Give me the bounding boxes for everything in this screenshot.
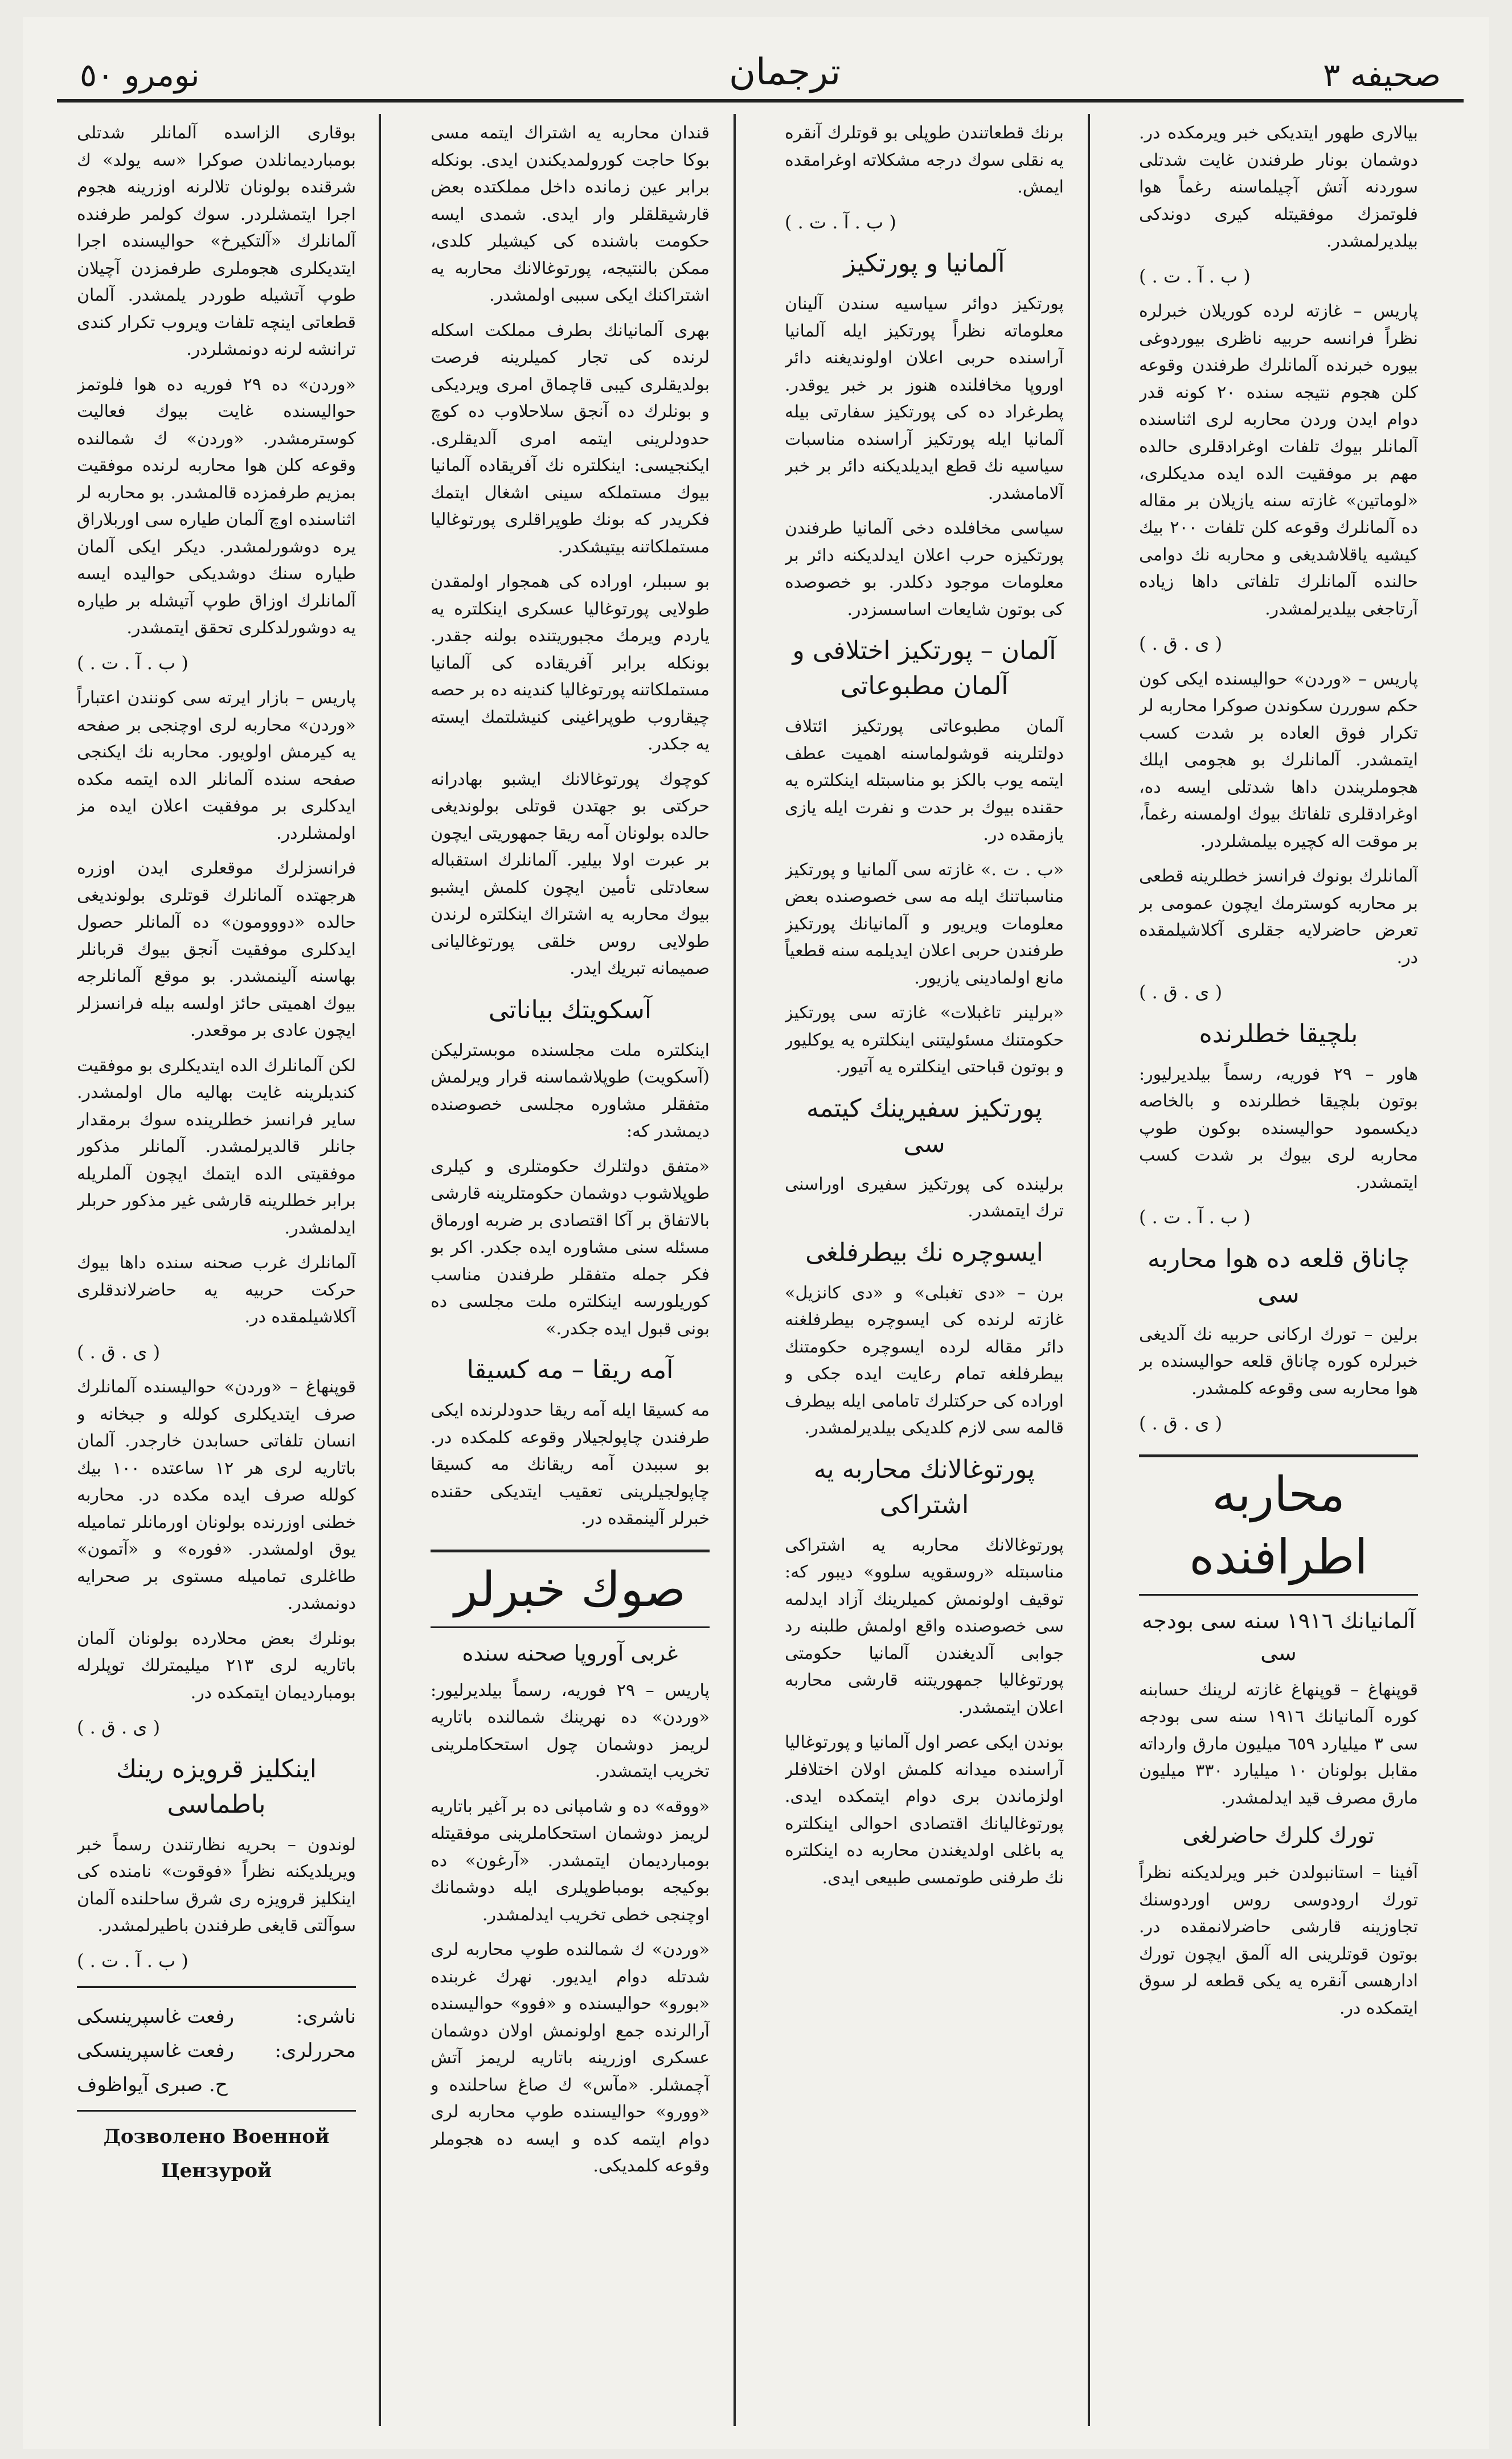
imprint-box [77,1986,356,2188]
article-headline: پورتوغالانك محاربه يه اشتراكى [813,1454,1035,1519]
article-paragraph: كوچوك پورتوغالانك ايشبو بهادرانه حركتى بو جهتدن قوتلى بولونديغى حالده بولونان آمه ريقا جمهوريتى ايچون بر عبرت اولا بيلير. آلمانلرك استقباله سعادتلى تأمين ايچون كلمش ايشبو بيوك محاربه يه اشتراك اينكلتره لرندن طولايى روس خلقى پورتوغاليانى صميمانه تبريك ايدر. [431,769,710,978]
article-paragraph: لوندون – بحريه نظارتندن رسماً خبر ويريلديكنه نظراً «فوقوت» نامنده كى اينكليز قرويزه رى شرق ساحلنده آلمان سوآلتى قايغى طرفندن باطيرلمشدر. [77,1834,356,1936]
article-paragraph: آلمانلرك بونوك فرانسز خطلرينه قطعى بر محاربه كوسترمك ايچون عمومى بر تعرض حاضرلايه جقلرى آكلاشيلمقده در. [1139,866,1418,968]
source-signature: ( ى . ق . ) [1139,1412,1223,1434]
source-signature: ( ب . آ . ت . ) [1139,1206,1251,1228]
source-signature: ( ب . آ . ت . ) [785,211,896,233]
article-subheadline: آلمانيانك ١٩١٦ سنه سى بودجه سى [1141,1608,1416,1665]
article-subheadline: تورك كلرك حاضرلغى [1182,1823,1375,1848]
article-paragraph: قوپنهاغ – قوپنهاغ غازته لرينك حسابنه كوره آلمانيانك ١٩١٦ سنه سى بودجه سى ٣ ميليارد ٦٥٩ ميليون مارق وارداته مقابل بولونان ١٠ ميليارد ٣٣٠ ميليون مارق مصرف قيد ايدلمشدر. [1139,1679,1418,1808]
article-paragraph: برن – «دى تغبلى» و «دى كانزيل» غازته لرنده كى ايسوچره بيطرفلغنه دائر مقاله لرده ايسوچره حكومتنك بيطرفلغه تمام رعايت ايده جكى و اوراده كى حركتلرك تامامى ايله بيطرف قالمه سى لازم كلديكى بيلديرلمشدر. [785,1282,1064,1438]
column-4 [77,120,356,2432]
article-paragraph: پورتكيز دوائر سياسيه سندن آلينان معلوماته نظراً پورتكيز ايله آلمانيا آراسنده حربى اعلان اولونديغنه دائر اوروپا مخافلنده هنوز بر خبر يوقدر. پطرغراد ده كى پورتكيز سفارتى بيله آلمانيا ايله پورتكيز آراسنده مناسبات سياسيه نك قطع ايديلديكنه دائر بر خبر آلامامشدر. [785,294,1064,503]
editors-row [77,2034,356,2068]
issue-number: نومرو ٥٠ [80,57,200,94]
article-paragraph: بوقارى الزاسده آلمانلر شدتلى بومبارديمانلدن صوكرا «سه يولد» ك شرقنده بولونان تلالرنه اوزرينه هجوم اجرا ايتمشلردر. سوك كولمر طرفنده آلمانلرك «آلتكيرخ» حواليسنده اجرا ايتديكلرى هجوملرى طرفمزدن آچيلان طوپ آتشيله طوردر يلمشدر. آلمان قطعاتى اينچه تلفات ويروب تكرار كندى ترانشه لرنه دونمشلردر. [77,123,356,359]
article-paragraph: بوندن ايكى عصر اول آلمانيا و پورتوغاليا آراسنده ميدانه كلمش اولان اختلافلر اولزماندن برى دوام ايتمكده ايدى. پورتوغاليانك اقتصادى احوالى اينكلتره يه باغلى اولديغندن محاربه ده اينكلتره نك طرفنى طوتمسى طبيعى ايدى. [785,1732,1064,1888]
article-paragraph: قوپنهاغ – «وردن» حواليسنده آلمانلرك صرف ايتديكلرى كولله و جبخانه و انسان تلفاتى حسابدن خارجدر. آلمان باتاريه لرى هر ١٢ ساعتده ١٠٠ بيك كولله صرف ايده مكده در. محاربه خطنى اوزرنده بولونان اورمانلر تماميله يوق اولمشدر. «فوره» و «آتمون» طاغلرى تماميله مستوى بر صحرايه دونمشدر. [77,1377,356,1613]
source-signature: ( ى . ق . ) [77,1341,161,1363]
masthead-rule [57,99,1464,103]
article-paragraph: آفينا – استانبولدن خبر ويرلديكنه نظراً تورك ارودوسى روس اوردوسنك تجاوزينه قارشى حاضرلانمقده در. بوتون قوتلرينى اله آلمق ايچون تورك ادارهسى آنقره يه يكى قطعه لر سوق ايتمكده در. [1139,1863,1418,2018]
article-paragraph: پاريس – ٢٩ فوريه، رسماً بيلديرليور: «وردن» ده نهرينك شمالنده باتاريه لريمز دوشمان چول استحكاملرينى تخريب ايتمشدر. [431,1680,710,1781]
column-divider [734,114,736,2426]
editors-row-2 [77,2068,356,2102]
article-headline: آلمانيا و پورتكيز [843,249,1005,278]
masthead [57,40,1464,103]
editors-label: محررلرى: [274,2039,356,2062]
source-signature: ( ى . ق . ) [77,1716,161,1738]
source-signature: ( ب . آ . ت . ) [1139,265,1251,287]
source-signature: ( ى . ق . ) [1139,981,1223,1003]
column-divider [379,114,381,2426]
article-paragraph: «متفق دولتلرك حكومتلرى و كيلرى طوپلاشوب دوشمان حكومتلرينه قارشى بالاتفاق بر آكا اقتصادى بر ضربه اورماق مسئله سنى مشاوره ايده جكدر. اكر بو فكر جمله متفقلر طرفندن مناسب كوريلورسه اينكلتره ملت مجلسى ده بونى قبول ايده جكدر.» [431,1156,710,1339]
article-paragraph: فرانسزلرك موقعلرى ايدن اوزره هرجهتده آلمانلرك قوتلرى بولونديغى حالده «دووومون» ده آلمانلر حصول ايدكلرى موفقيت آنجق بيوك قربانلر بهاسنه آلينمشدر. بو موقع آلمانلرجه بيوك اهميتى حائز اولسه بيله فرانسزلر ايچون عادى بر موقعدر. [77,858,356,1040]
article-headline: آسكويتك بياناتى [488,995,652,1024]
article-subheadline: غربى آوروپا صحنه سنده [462,1640,678,1666]
publisher-label: ناشرى: [296,2005,356,2028]
article-headline: اينكليز قرويزه رينك باطماسى [116,1754,317,1819]
column-1 [1139,120,1418,2432]
article-paragraph: پاريس – بازار ايرته سى كونندن اعتباراً «وردن» محاربه لرى اوچنجى بر صفحه يه كيرمش اولويور. محاربه نك ايكنجى صفحه سنده آلمانلر الده ايتمه مكده ايدكلرى بر موفقيت اعلان ايده مز اولمشلردر. [77,688,356,843]
article-paragraph: سياسى مخافلده دخى آلمانيا طرفندن پورتكيزه حرب اعلان ايدلديكنه دائر بر معلومات موجود دكلدر. بو خصوصده كى بوتون شايعات اساسسزدر. [785,518,1064,620]
article-paragraph: بو سببلر، اوراده كى همجوار اولمقدن طولايى پورتوغاليا عسكرى اينكلتره يه ياردم ويرمك مجبوريتنده بولنه جقدر. بونكله برابر آفريقاده كى آلمانيا مستملكاتنه پورتوغاليا كندينه ده بر حصه چيقاروب طوپراغينى كنيشلتمك ايسته يه جكدر. [431,572,710,754]
article-headline: ايسوچره نك بيطرفلغى [805,1237,1043,1267]
article-paragraph: «وردن» ده ٢٩ فوريه ده هوا فلوتمز حواليسنده غايت بيوك فعاليت كوسترمشدر. «وردن» ك شمالنده وقوعه كلن هوا محاربه لرنده موفقيت بمزيم طرفمزده قالمشدر. بو محاربه لر اثناسنده اوچ آلمان طياره سى اوربلاراق يره دوشورلمشدر. ديكر ايكى آلمان طياره سنك دوشديكى حواليده ايسه آلمانلرك اوزاق طوپ آتيشله بر طياره يه دوشورلدكلرى تحقق ايتمشدر. [77,374,356,638]
newspaper-page [23,17,1489,2449]
source-signature: ( ى . ق . ) [1139,633,1223,654]
article-paragraph: لكن آلمانلرك الده ايتديكلرى بو موفقيت كنديلرينه غايت بهاليه مال اولمشدر. ساير فرانسز خطلرينده سوك برمقدار جانلر قالديرلمشدر. آلمانلر مذكور موفقيتى الده ايتمك ايچون آلملريله برابر خطلرينه قارشى غير مذكور حربلر ايدلمشدر. [77,1055,356,1238]
article-paragraph: پورتوغالانك محاربه يه اشتراكى مناسبتله «روسقويه سلوو» ديبور كه: توقيف اولونمش كميلرينك آزاد ايدلمه سى خصوصنده واقع اولمش طلبنه رد جوابى آلديغندن آلمانيا حكومتى پورتوغاليا جمهوريتنه قارشى محاربه اعلان ايتمشدر. [785,1535,1064,1718]
article-paragraph: هاور – ٢٩ فوريه، رسماً بيلديرليور: بوتون بلچيقا خطلرنده و بالخاصه ديكسمود حواليسنده بوكون طوپ محاربه لرى بيوك بر شدت كسب ايتمشدر. [1139,1064,1418,1192]
section-headline: محاربه اطرافنده [1139,1454,1418,1596]
article-paragraph: مه كسيقا ايله آمه ريقا حدودلرنده ايكى طرفندن چاپولجيلار وقوعه كلمكده در. بو سببدن آمه ريقانك مه كسيقا چاپولجيلرينى تعقيب ايتديكى حقنده خبرلر آلينمقده در. [431,1400,710,1528]
paper-name: ترجمان [729,51,841,93]
article-headline: آلمان – پورتكيز اختلافى و آلمان مطبوعاتى [792,636,1056,700]
publisher-row [77,1999,356,2034]
article-paragraph: بونلرك بعض محلارده بولونان آلمان باتاريه لرى ٢١٣ ميليمترلك توپلرله بومبارديمان ايتمكده در. [77,1628,356,1703]
source-signature: ( ب . آ . ت . ) [77,651,189,674]
article-paragraph: پاريس – غازته لرده كوريلان خبرلره نظراً فرانسه حربيه ناظرى بيوردوغى بيوره خبرنده آلمانلرك طرفندن وقوعه كلن هجوم نتيجه سنده ٢٠ كونه قدر دوام ايدن وردن محاربه لرى اثناسنده آلمانلر بيوك تلفات اوغرادقلرى حالده مهم بر موفقيت الده ايده مديكلرى، «لوماتين» غازته سنه يازيلان بر مقاله ده آلمانلرك وقوعه كلن تلفات ٢٠٠ بيك كيشيه ياقلاشديغى و محاربه نك دوامى حالنده آلمانلرك تلفاتى داها زياده آرتاجغى بيلديرلمشدر. [1139,301,1418,619]
publisher-name: رفعت غاسپرينسكى [77,2005,235,2028]
source-signature: ( ب . آ . ت . ) [77,1949,189,1972]
censor-note: Дозволено Военной Цензурой [77,2110,356,2188]
article-paragraph: «ووقه» ده و شامپانى ده بر آغير باتاريه لريمز دوشمان استحكاملرينى موفقيتله بومبارديمان ايتمشدر. «آرغون» ده بوكيجه بومباطوپلرى ايله دوشمانك اوچنجى خطى تخريب ايدلمشدر. [431,1796,710,1925]
article-paragraph: برلينده كى پورتكيز سفيرى اوراسنى ترك ايتمشدر. [785,1174,1064,1221]
article-headline: آمه ريقا – مه كسيقا [466,1355,674,1384]
article-headline: چاناق قلعه ده هوا محاربه سى [1147,1244,1410,1309]
article-headline: بلچيقا خطلرنده [1199,1019,1358,1048]
article-paragraph: اينكلتره ملت مجلسنده موبسترليكن (آسكويت) طوپلاشماسنه قرار ويرلمش متفقلر مشاوره مجلسى خصوصنده ديمشدر كه: [431,1040,710,1141]
column-divider [1088,114,1090,2426]
section-headline: صوك خبرلر [431,1550,710,1628]
article-paragraph: آلمان مطبوعاتى پورتكيز ائتلاف دولتلرينه قوشولماسنه اهميت عطف ايتمه يوب بالكز بو مناسبتله اينكلتره يه حقنده بيوك بر حدت و نفرت ايله يازى يازمقده در. [785,716,1064,845]
editor-name: ح. صبرى آيواظوف [77,2073,228,2096]
editor-name: رفعت غاسپرينسكى [77,2039,235,2062]
article-paragraph: برلين – تورك اركانى حربيه نك آلديغى خبرلره كوره چاناق قلعه حواليسنده بر هوا محاربه سى وقوعه كلمشدر. [1139,1324,1418,1399]
article-paragraph: پاريس – «وردن» حواليسنده ايكى كون حكم سوررن سكوندن صوكرا محاربه لر تكرار فوق العاده بر شدت كسب ايتمشدر. آلمانلرك بو هجومى ايلك هجوملريندن داها شدتلى ايسه ده، اوغرادقلرى تلفاتك بيوك اولمسنه رغماً، بر موقت اله كچيره بيلمشلردر. [1139,669,1418,851]
article-paragraph: «برلينر تاغبلات» غازته سى پورتكيز حكومتنك مسئوليتنى اينكلتره يه يوكليور و بوتون قباحتى اينكلتره يه آتيور. [785,1003,1064,1077]
page-number: صحيفه ٣ [1323,57,1441,94]
column-3 [431,120,710,2432]
article-paragraph: آلمانلرك غرب صحنه سنده داها بيوك حركت حربيه يه حاضرلاندقلرى آكلاشيلمقده در. [77,1253,356,1327]
article-paragraph: برنك قطعاتندن طوپلى بو قوتلرك آنقره يه نقلى سوك درجه مشكلاته اوغرامقده ايمش. [785,123,1064,197]
column-2 [785,120,1064,2432]
article-headline: پورتكيز سفيرينك كيتمه سى [806,1093,1043,1158]
article-paragraph: «وردن» ك شمالنده طوپ محاربه لرى شدتله دوام ايديور. نهرك غربنده «بورو» حواليسنده و «فوو» حواليسنده آرالرنده جمع اولونمش اولان دوشمان عسكرى اوزرينه باتاريه لريمز آتش آچمشلر. «مآس» ك صاغ ساحلنده و «وورو» حواليسنده طوپ محاربه لرى دوام ايتمه كده و ايسه ده هجوملر وقوعه كلمديكى. [431,1940,710,2176]
article-paragraph: بيالارى طهور ايتديكى خبر ويرمكده در. دوشمان بونار طرفندن غايت شدتلى سوردنه آتش آچيلماسنه رغماً هوا فلوتمزك موفقيتله كيرى دوندكى بيلديرلمشدر. [1139,123,1418,251]
article-paragraph: بهرى آلمانيانك بطرف مملكت اسكله لرنده كى تجار كميلرينه فرصت بولديقلرى كيبى قاچماق امرى ويرديكى و بونلرك ده آنجق سلاحلاوب ده كوچ حدودلرينى ايتمه امرى آلديقلرى. ايكنجيسى: اينكلتره نك آفريقاده آلمانيا بيوك مستملكه سينى اشغال ايتمك فكريدر كه بونك طوپراقلرى پورتوغاليا مستملكاتنه بيتيشكدر. [431,320,710,557]
article-paragraph: قندان محاربه يه اشتراك ايتمه مسى بوكا حاجت كورولمديكندن ايدى. بونكله برابر عين زمانده داخل مملكتده بعض قارشيقلقلر وار ايدى. شمدى ايسه حكومت باشنده كى كيشيلر كلدى، ممكن بالنتيجه، پورتوغالانك محاربه يه اشتراكنك ايكى سببى اولمشدر. [431,123,710,305]
article-paragraph: «ب . ت .» غازته سى آلمانيا و پورتكيز مناسباتنك ايله مه سى خصوصنده بعض معلومات ويريور و آلمانيانك پورتكيز طرفندن حربى اعلان ايديلمه سنه قطعياً مانع اولمادينى يازيور. [785,859,1064,988]
